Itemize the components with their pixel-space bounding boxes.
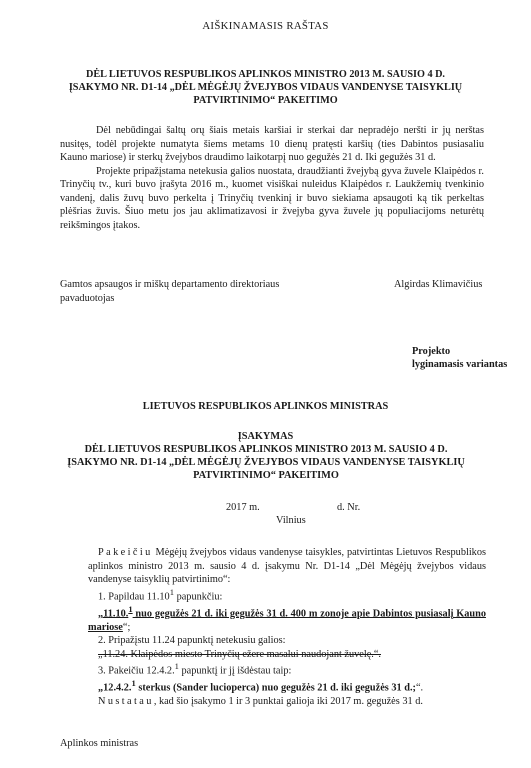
item-3-new-sup: 1: [131, 678, 136, 689]
order-year: 2017 m.: [226, 502, 260, 513]
item-3-new-num: „12.4.2.: [98, 682, 132, 694]
order-heading: DĖL LIETUVOS RESPUBLIKOS APLINKOS MINISTRO 2013 M. SAUSIO 4 D. ĮSAKYMO NR. D1-14 „DĖL MĖGĖJŲ ŽVEJYBOS VIDAUS VANDENYSE TAISYKLIŲ PATVIRTINIMO“ PAKEITIMO: [67, 444, 465, 482]
item-1-new-end: “;: [122, 621, 131, 633]
amend-paragraph: [88, 546, 486, 587]
item-1-post: papunkčiu:: [174, 591, 223, 603]
order-label: ĮSAKYMAS: [237, 431, 294, 442]
amend-text: Mėgėjų žvejybos vidaus vandenyse taisykles, patvirtintas Lietuvos Respublikos aplinkos ministro 2013 m. sausio 4 d. įsakymu Nr. D1-14 „Dėl Mėgėjų žvejybos vidaus vandenyse taisyklių patvirtinimo“:: [88, 547, 486, 586]
item-2-struck: „11.24. Klaipėdos miesto Trinyčių ežere masalui naudojant žuvelę.“.: [98, 648, 381, 660]
establish-text: , kad šio įsakymo 1 ir 3 punktai galioja iki 2017 m. gegužės 31 d.: [153, 696, 423, 708]
amend-word: Pakeičiu: [98, 547, 153, 558]
item-2: 2. Pripažįstu 11.24 papunktį netekusiu galios:: [98, 635, 286, 647]
project-label-line-2: lyginamasis variantas: [412, 359, 508, 370]
order-number-label: d. Nr.: [337, 502, 361, 513]
order-city: Vilnius: [276, 515, 306, 526]
item-3-sup: 1: [174, 661, 179, 672]
ministry-title: LIETUVOS RESPUBLIKOS APLINKOS MINISTRAS: [142, 401, 389, 412]
item-3-new-end: “.: [415, 682, 424, 694]
item-3-post: papunktį ir jį išdėstau taip:: [178, 665, 292, 677]
item-3-new-body: sterkus (Sander lucioperca) nuo gegužės 21 d. iki gegužės 31 d.;: [135, 682, 416, 694]
order-body: [88, 546, 486, 709]
signer-position: Gamtos apsaugos ir miškų departamento direktoriaus pavaduotojas: [60, 279, 280, 304]
item-1-sup: 1: [169, 586, 174, 597]
explanation-paragraph-2: Projekte pripažįstama netekusia galios nuostata, draudžianti žvejybą gyva žuvele Klaipėdos r. Trinyčių tv., kuri buvo įrašyta 2016 m., kuomet visiškai nuleidus Klaipėdos r. Laukžemių tvenkinio vandenį, dalis žuvų buvo perkelta į Trinyčių tvenkinį ir buvo siekiama apsaugoti ką tik perkeltas plėšrias žuvis. Šiuo metu jos jau aklimatizavosi ir žvejyba gyva žuvele jų populiacijoms neturėtų reikšmingos įtakos.: [60, 165, 484, 232]
item-1-new-text: [88, 604, 486, 635]
item-1-new-num: „11.10.: [98, 608, 129, 620]
signer-name: Algirdas Klimavičius: [394, 279, 483, 290]
item-1-pre: 1. Papildau 11.10: [98, 591, 170, 603]
item-1-new-sup: 1: [128, 603, 133, 614]
item-3: [88, 661, 486, 678]
item-1: [88, 587, 486, 604]
final-signer: Aplinkos ministras: [60, 738, 139, 749]
item-3-pre: 3. Pakeičiu 12.4.2.: [98, 665, 175, 677]
item-3-new-text: [88, 678, 486, 695]
establish-word: Nustatau: [98, 696, 154, 708]
item-1-new-body: nuo gegužės 21 d. iki gegužės 31 d. 400 m zonoje apie Dabintos pusiasalį Kauno mariose: [88, 608, 486, 633]
explanation-heading: DĖL LIETUVOS RESPUBLIKOS APLINKOS MINISTRO 2013 M. SAUSIO 4 D. ĮSAKYMO NR. D1-14 „DĖL MĖGĖJŲ ŽVEJYBOS VIDAUS VANDENYSE TAISYKLIŲ PATVIRTINIMO“ PAKEITIMO: [68, 69, 463, 107]
item-2-struck-text: [88, 648, 486, 662]
explanation-body: [60, 124, 484, 233]
establish-paragraph: [88, 695, 486, 709]
explanation-paragraph-1: Dėl nebūdingai šaltų orų šiais metais karšiai ir sterkai dar nepradėjo neršti ir jų nerštas nusitęs, todėl projekte numatyta šiems metams 10 dienų pratęsti karšių (ties Dabintos pusiasaliu Kauno mariose) ir sterkų žvejybos draudimo laikotarpį nuo gegužės 21 d. Iki gegužės 31 d.: [60, 125, 484, 164]
project-label-line-1: Projekto: [412, 346, 451, 357]
document-title: AIŠKINAMASIS RAŠTAS: [202, 20, 329, 32]
